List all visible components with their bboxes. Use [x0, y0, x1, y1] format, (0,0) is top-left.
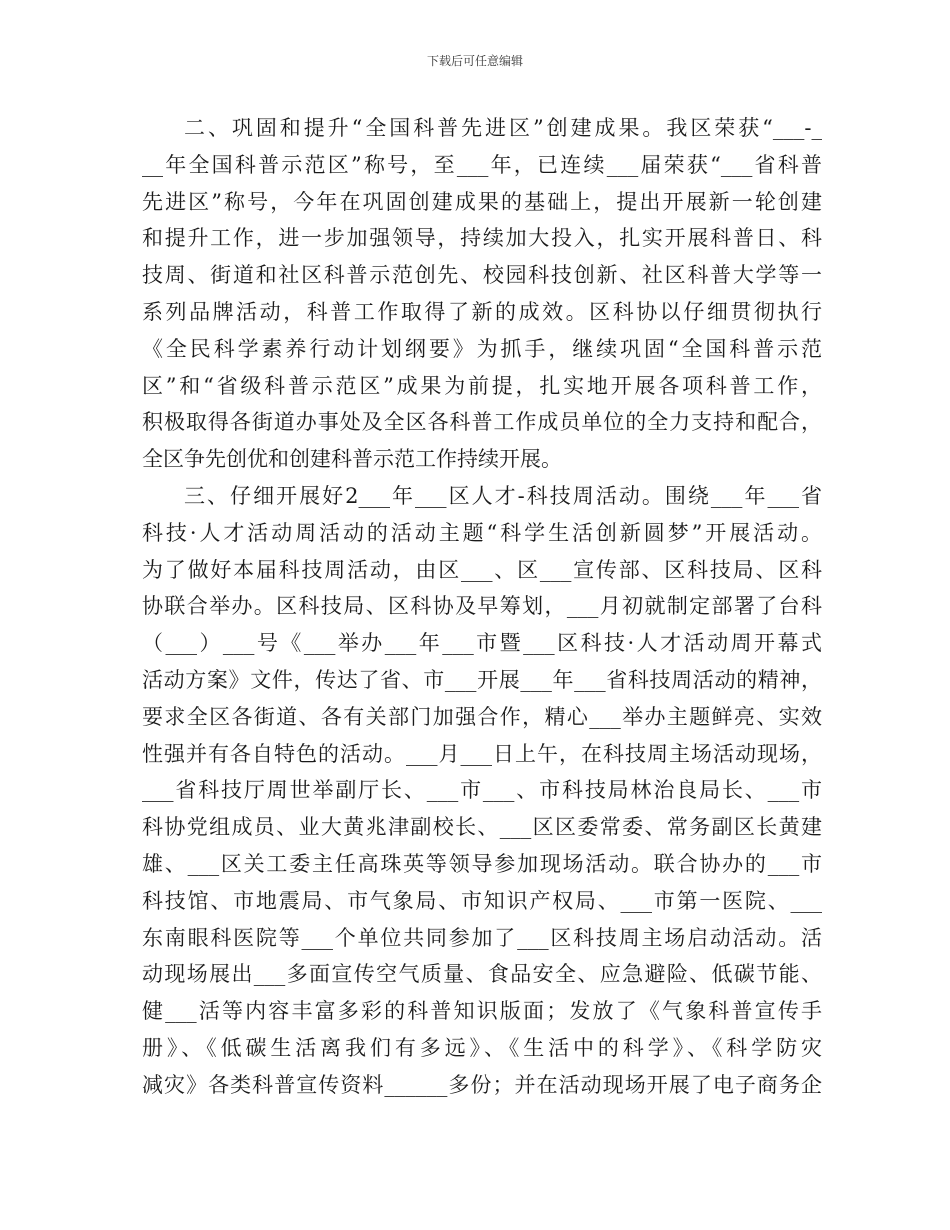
- text-line: 科技馆、市地震局、市气象局、市知识产权局、___市第一医院、___: [142, 888, 822, 913]
- paragraph-science-week: [142, 478, 822, 1104]
- text-line: 雄、___区关工委主任高珠英等领导参加现场活动。联合协办的___市: [142, 851, 822, 876]
- text-line: 系列品牌活动，科普工作取得了新的成效。区科协以仔细贯彻执行: [142, 299, 822, 324]
- text-line: 全区争先创优和创建科普示范工作持续开展。: [142, 447, 562, 472]
- text-line: 先进区”称号，今年在巩固创建成果的基础上，提出开展新一轮创建: [142, 189, 822, 214]
- text-line: ___省科技厅周世举副厅长、___市___、市科技局林治良局长、___市: [142, 778, 822, 803]
- text-line: 健___活等内容丰富多彩的科普知识版面；发放了《气象科普宣传手: [142, 999, 822, 1024]
- text-line: 册》、《低碳生活离我们有多远》、《生活中的科学》、《科学防灾: [142, 1035, 822, 1060]
- text-line: 减灾》各类科普宣传资料______多份；并在活动现场开展了电子商务企: [142, 1072, 822, 1097]
- text-line: 区”和“省级科普示范区”成果为前提，扎实地开展各项科普工作，: [142, 373, 822, 398]
- text-line: 东南眼科医院等___个单位共同参加了___区科技周主场启动活动。活: [142, 925, 822, 950]
- document-body: [142, 110, 822, 1104]
- text-line: 三、仔细开展好2___年___区人才-科技周活动。围绕___年___省: [184, 483, 822, 508]
- text-line: 活动方案》文件，传达了省、市___开展___年___省科技周活动的精神，: [142, 667, 822, 692]
- text-line: 科技·人才活动周活动的活动主题“科学生活创新圆梦”开展活动。: [142, 520, 822, 545]
- text-line: （___）___号《___举办___年___市暨___区科技·人才活动周开幕式: [142, 631, 822, 656]
- text-line: 为了做好本届科技周活动，由区___、区___宣传部、区科技局、区科: [142, 557, 822, 582]
- text-line: __年全国科普示范区”称号，至___年，已连续___届荣获“___省科普: [142, 152, 822, 177]
- text-line: 《全民科学素养行动计划纲要》为抓手，继续巩固“全国科普示范: [142, 336, 822, 361]
- text-line: 科协党组成员、业大黄兆津副校长、___区区委常委、常务副区长黄建: [142, 815, 822, 840]
- text-line: 二、巩固和提升“全国科普先进区”创建成果。我区荣获“___-_: [184, 116, 822, 140]
- text-line: 动现场展出___多面宣传空气质量、食品安全、应急避险、低碳节能、: [142, 962, 822, 987]
- text-line: 要求全区各街道、各有关部门加强合作，精心___举办主题鲜亮、实效: [142, 704, 822, 729]
- text-line: 协联合举办。区科技局、区科协及早筹划，___月初就制定部署了台科: [142, 594, 822, 619]
- text-line: 技周、街道和社区科普示范创先、校园科技创新、社区科普大学等一: [142, 263, 822, 288]
- text-line: 和提升工作，进一步加强领导，持续加大投入，扎实开展科普日、科: [142, 226, 822, 251]
- page-header: 下载后可任意编辑: [426, 54, 523, 68]
- text-line: 积极取得各街道办事处及全区各科普工作成员单位的全力支持和配合，: [142, 410, 822, 435]
- text-line: 性强并有各自特色的活动。___月___日上午，在科技周主场活动现场，: [142, 741, 822, 766]
- paragraph-consolidate-achievements: [142, 110, 822, 478]
